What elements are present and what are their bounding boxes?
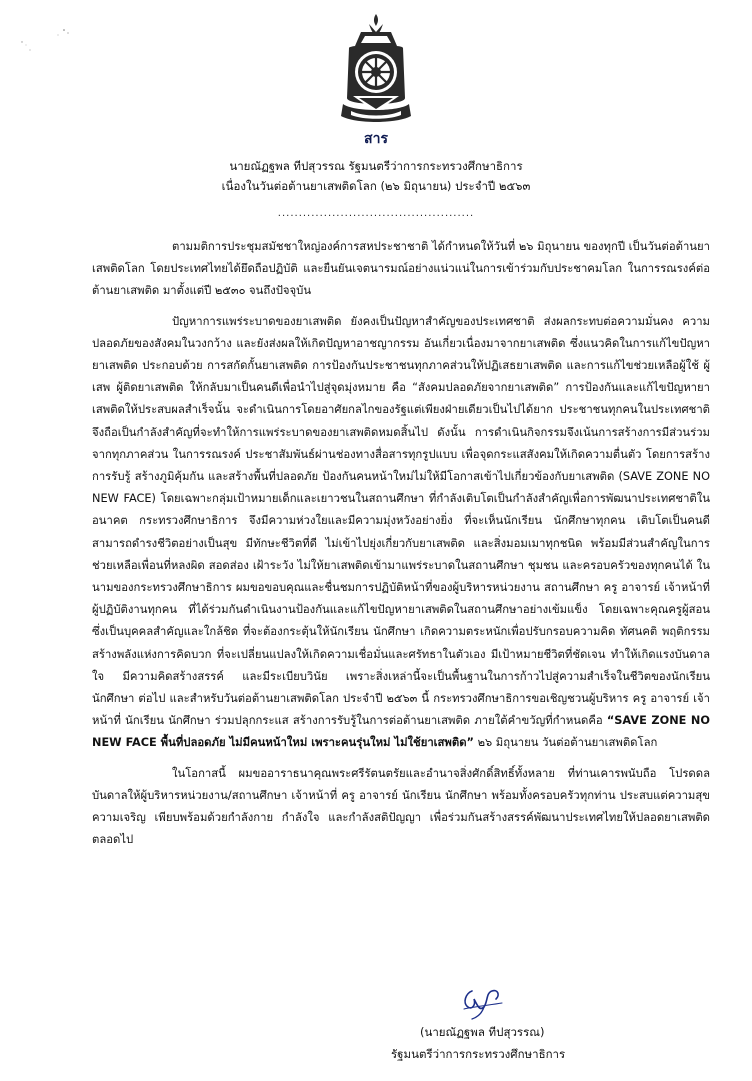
paragraph-3: ในโอกาสนี้ ผมขออาราธนาคุณพระศรีรัตนตรัยและอำนาจสิ่งศักดิ์สิทธิ์ทั้งหลาย ที่ท่านเคารพนับถือ โปรดดลบันดาลให้ผู้บริหารหน่วยงาน/สถานศึกษา เจ้าหน้าที่ ครู อาจารย์ นักเรียน นักศึกษา พร้อมทั้งครอบครัวทุกท่าน ประสบแต่ความสุข ความเจริญ เพียบพร้อมด้วยกำลังกาย กำลังใจ และกำลังสติปัญญา เพื่อร่วมกันสร้างสรรค์พัฒนาประเทศไทยให้ปลอดยาเสพติด ตลอดไป <box>92 766 710 847</box>
subtitle-minister: นายณัฏฐพล ทีปสุวรรณ รัฐมนตรีว่าการกระทรวงศึกษาธิการ <box>229 159 523 173</box>
campaign-date: ๒๖ มิถุนายน วันต่อต้านยาเสพติดโลก <box>477 736 658 750</box>
signatory-name: (นายณัฏฐพล ทีปสุวรรณ) <box>420 1025 545 1039</box>
signatory-position: รัฐมนตรีว่าการกระทรวงศึกษาธิการ <box>391 1047 566 1061</box>
scan-specks <box>18 24 78 54</box>
handwritten-signature <box>442 985 522 1025</box>
paragraph-2-text: ปัญหาการแพร่ระบาดของยาเสพติด ยังคงเป็นปัญหาสำคัญของประเทศชาติ ส่งผลกระทบต่อความมั่นคง ความปลอดภัยของสังคมในวงกว้าง และยังส่งผลให้เกิดปัญหาอาชญากรรม อันเกี่ยวเนื่องมาจากยาเสพติด ซึ่งแนวคิดในการแก้ไขปัญหายาเสพติด ประกอบด้วย การสกัดกั้นยาเสพติด การป้องกันประชาชนทุกภาคส่วนให้ปฏิเสธยาเสพติด และการแก้ไขช่วยเหลือผู้ใช้ ผู้เสพ ผู้ติดยาเสพติด ให้กลับมาเป็นคนดีเพื่อนำไปสู่จุดมุ่งหมาย คือ “สังคมปลอดภัยจากยาเสพติด” การป้องกันและแก้ไขปัญหายาเสพติดให้ประสบผลสำเร็จนั้น จะดำเนินการโดยอาศัยกลไกของรัฐแต่เพียงฝ่ายเดียวเป็นไปได้ยาก ประชาชนทุกคนในประเทศชาติ จึงถือเป็นกำลังสำคัญที่จะทำให้การแพร่ระบาดของยาเสพติดหมดสิ้นไป ดังนั้น การดำเนินกิจกรรมจึงเน้นการสร้างการมีส่วนร่วมจากทุกภาคส่วน ในการรณรงค์ ประชาสัมพันธ์ผ่านช่องทางสื่อสารทุกรูปแบบ เพื่อจุดกระแสสังคมให้เกิดความตื่นตัว โดยการสร้างการรับรู้ สร้างภูมิคุ้มกัน และสร้างพื้นที่ปลอดภัย ป้องกันคนหน้าใหม่ไม่ให้มีโอกาสเข้าไปเกี่ยวข้องกับยาเสพติด (SAVE ZONE NO NEW FACE) โดยเฉพาะกลุ่มเป้าหมายเด็กและเยาวชนในสถานศึกษา ที่กำลังเติบโตเป็นกำลังสำคัญเพื่อการพัฒนาประเทศชาติในอนาคต กระทรวงศึกษาธิการ จึงมีความห่วงใยและมีความมุ่งหวังอย่างยิ่ง ที่จะเห็นนักเรียน นักศึกษาทุกคน เติบโตเป็นคนดี สามารถดำรงชีวิตอย่างเป็นสุข มีทักษะชีวิตที่ดี ไม่เข้าไปยุ่งเกี่ยวกับยาเสพติด และสิ่งมอมเมาทุกชนิด พร้อมมีส่วนสำคัญในการช่วยเหลือเพื่อนที่หลงผิด สอดส่อง เฝ้าระวัง ไม่ให้ยาเสพติดเข้ามาแพร่ระบาดในสถานศึกษา ชุมชน และครอบครัวของทุกคนได้ ในนามของกระทรวงศึกษาธิการ ผมขอขอบคุณและชื่นชมการปฏิบัติหน้าที่ของผู้บริหารหน่วยงาน สถานศึกษา ครู อาจารย์ เจ้าหน้าที่ผู้ปฏิบัติงานทุกคน ที่ได้ร่วมกันดำเนินงานป้องกันและแก้ไขปัญหายาเสพติดในสถานศึกษาอย่างเข้มแข็ง โดยเฉพาะคุณครูผู้สอน ซึ่งเป็นบุคคลสำคัญและใกล้ชิด ที่จะต้องกระตุ้นให้นักเรียน นักศึกษา เกิดความตระหนักเพื่อปรับกรอบความคิด ทัศนคติ พฤติกรรม สร้างพลังแห่งการคิดบวก ที่จะเปลี่ยนแปลงให้เกิดความเชื่อมั่นและศรัทธาในตัวเอง มีเป้าหมายชีวิตที่ชัดเจน ทำให้เกิดแรงบันดาลใจ มีความคิดสร้างสรรค์ และมีระเบียบวินัย เพราะสิ่งเหล่านี้จะเป็นพื้นฐานในการก้าวไปสู่ความสำเร็จในชีวิตของนักเรียน นักศึกษา ต่อไป และสำหรับวันต่อต้านยาเสพติดโลก ประจำปี ๒๕๖๓ นี้ กระทรวงศึกษาธิการขอเชิญชวนผู้บริหาร ครู อาจารย์ เจ้าหน้าที่ นักเรียน นักศึกษา ร่วมปลุกกระแส สร้างการรับรู้ในการต่อต้านยาเสพติด ภายใต้คำขวัญที่กำหนดคือ <box>92 314 710 728</box>
paragraph-1: ตามมติการประชุมสมัชชาใหญ่องค์การสหประชาชาติ ได้กำหนดให้วันที่ ๒๖ มิถุนายน ของทุกปี เป็นวันต่อต้านยาเสพติดโลก โดยประเทศไทยได้ยึดถือปฏิบัติ และยืนยันเจตนารมณ์อย่างแน่วแน่ในการเข้าร่วมกับประชาคมโลก ในการรณรงค์ต่อต้านยาเสพติด มาตั้งแต่ปี ๒๕๓๐ จนถึงปัจจุบัน <box>92 240 710 298</box>
page-title: สาร <box>364 131 388 147</box>
ministry-emblem-icon <box>339 12 413 124</box>
campaign-slogan: “SAVE ZONE NO NEW FACE พื้นที่ปลอดภัย ไม่มีคนหน้าใหม่ เพราะคนรุ่นใหม่ ไม่ใช้ยาเสพติด” <box>92 714 710 750</box>
paragraph-2 <box>92 311 710 755</box>
dotted-divider: ............................................... <box>277 208 475 219</box>
letter-body <box>92 236 710 851</box>
subtitle-occasion: เนื่องในวันต่อต้านยาเสพติดโลก (๒๖ มิถุนายน) ประจำปี ๒๕๖๓ <box>221 179 531 193</box>
